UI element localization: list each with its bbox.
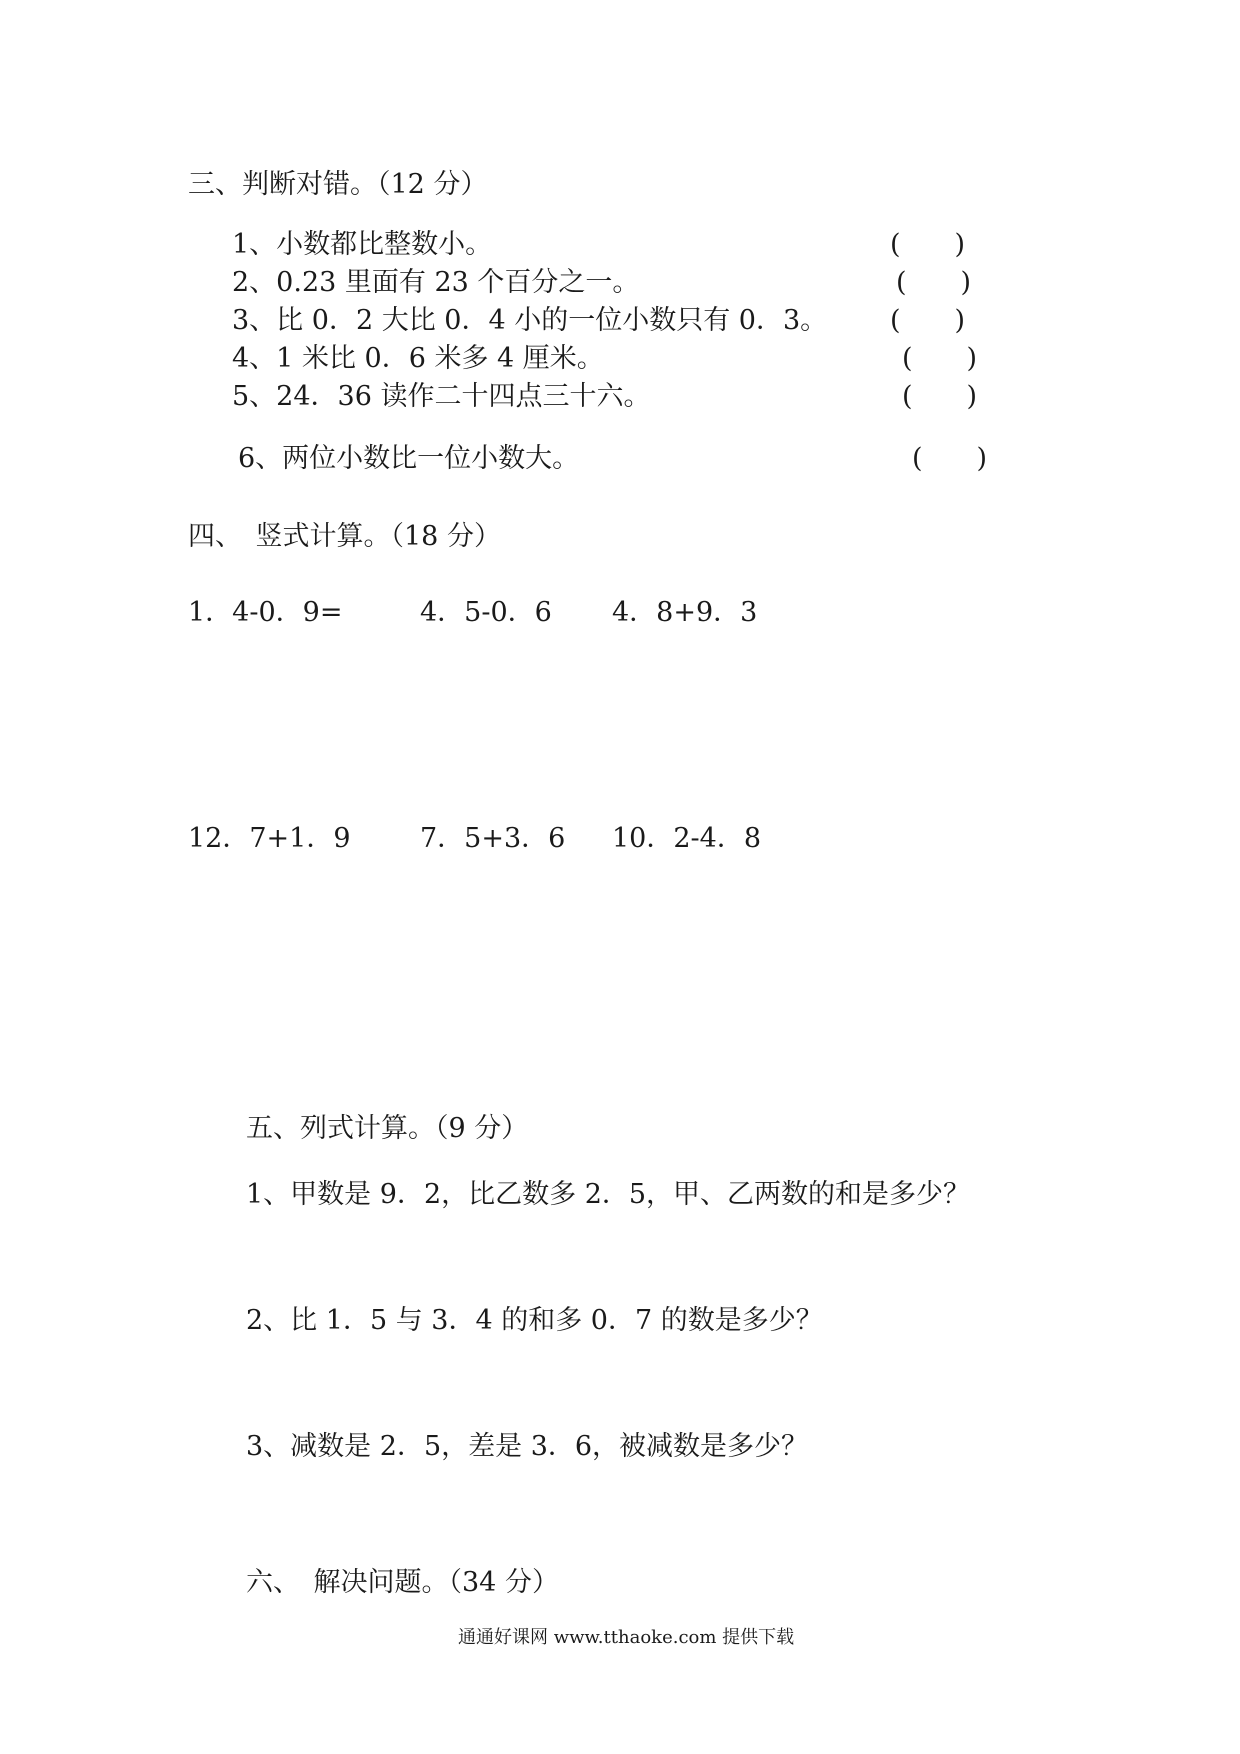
answer-bracket-4[interactable]: ( ) [902,343,978,374]
section5-title: 五、列式计算。（9 分） [246,1113,529,1144]
judge-item-1: 1、小数都比整数小。 [232,229,493,260]
section4-title: 四、 竖式计算。（18 分） [188,521,501,552]
judge-item-2: 2、0.23 里面有 23 个百分之一。 [232,267,640,298]
calc-problem-6: 10．2-4．8 [612,823,762,854]
word-problem-1: 1、甲数是 9．2，比乙数多 2．5，甲、乙两数的和是多少？ [246,1179,971,1210]
judge-item-6: 6、两位小数比一位小数大。 [238,443,580,474]
answer-bracket-3[interactable]: ( ) [890,305,966,336]
footer-credit: 通通好课网 www.tthaoke.com 提供下载 [458,1627,795,1648]
section6-title: 六、 解决问题。（34 分） [246,1567,559,1598]
word-problem-3: 3、减数是 2．5，差是 3．6，被减数是多少？ [246,1431,809,1462]
word-problem-2: 2、比 1．5 与 3．4 的和多 0．7 的数是多少？ [246,1305,823,1336]
answer-bracket-6[interactable]: ( ) [912,443,988,474]
judge-item-3: 3、比 0．2 大比 0．4 小的一位小数只有 0．3。 [232,305,828,336]
judge-item-4: 4、1 米比 0．6 米多 4 厘米。 [232,343,604,374]
calc-problem-1: 1．4-0．9= [188,597,343,628]
calc-problem-5: 7．5+3．6 [420,823,566,854]
answer-bracket-5[interactable]: ( ) [902,381,978,412]
answer-bracket-1[interactable]: ( ) [890,229,966,260]
calc-problem-2: 4．5-0．6 [420,597,552,628]
calc-problem-3: 4．8+9．3 [612,597,758,628]
answer-bracket-2[interactable]: ( ) [896,267,972,298]
section3-title: 三、判断对错。（12 分） [188,169,488,200]
judge-item-5: 5、24．36 读作二十四点三十六。 [232,381,651,412]
calc-problem-4: 12．7+1．9 [188,823,351,854]
